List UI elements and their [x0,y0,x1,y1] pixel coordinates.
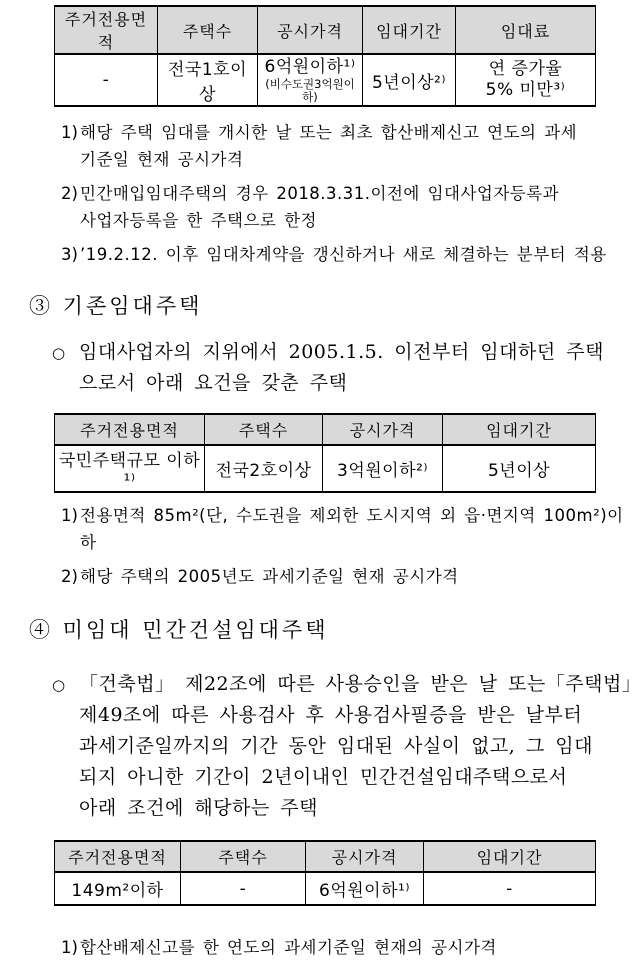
col-header-price: 공시가격 [258,6,363,54]
table-row [55,54,596,106]
bullet-line: 임대사업자의 지위에서 2005.1.5. 이전부터 임대하던 주택 [79,341,604,363]
section4-bullet [52,669,641,824]
footnote-text: 전용면적 85m²(단, 수도권을 제외한 도시지역 외 읍·면지역 100m²)이하 [80,506,624,552]
table-header-row [55,414,596,445]
cell-count: 전국2호이상 [205,445,323,492]
col-header-count: 주택수 [205,414,323,445]
cell-price: 3억원이하²⁾ [323,445,443,492]
footnote-line: 민간매입임대주택의 경우 2018.3.31.이전에 임대사업자등록과 [80,184,560,203]
cell-rent [456,54,596,106]
cell-period: 5년이상²⁾ [363,54,456,106]
col-header-period: 임대기간 [424,841,596,872]
footnote-marker: 2) [61,184,78,203]
cell-period: 5년이상 [443,445,596,492]
footnote-1 [61,502,634,556]
existing-rental-table [54,413,596,493]
bullet-line: 으로서 아래 요건을 갖춘 주택 [79,372,348,394]
footnote-3 [61,241,634,268]
section3-table-footnotes [61,502,634,590]
cell-area: 국민주택규모 이하¹⁾ [55,445,205,492]
cell-price-main: 6억원이하¹⁾ [264,56,356,77]
bullet-line: 아래 조건에 해당하는 주택 [79,797,319,819]
col-header-count: 주택수 [158,6,258,54]
table-row [55,872,596,905]
cell-price-sub: (비수도권3억원이하) [265,76,355,104]
bullet-line: 되지 아니한 기간이 2년이내인 민간건설임대주택으로서 [79,766,568,788]
footnote-1 [61,119,634,173]
cell-area: - [55,54,158,106]
footnote-1 [61,934,634,961]
footnote-text: 해당 주택의 2005년도 과세기준일 현재 공시가격 [80,567,459,586]
footnote-text [80,241,607,268]
cell-area: 149m²이하 [55,872,181,905]
table-row [55,445,596,492]
rental-requirements-table-1 [54,5,596,107]
bullet-line: 과세기준일까지의 기간 동안 임대된 사실이 없고, 그 임대 [79,735,593,757]
unrented-construction-rental-table [54,840,596,906]
footnote-text [80,119,577,173]
footnote-marker: 1) [61,506,78,525]
col-header-area: 주거전용면적 [55,414,205,445]
circle-bullet-icon: ○ [52,676,66,694]
footnote-2 [61,563,634,590]
footnote-text [80,180,559,234]
bullet-line: 제49조에 따른 사용검사 후 사용검사필증을 받은 날부터 [79,704,583,726]
col-header-price: 공시가격 [306,841,424,872]
cell-price [258,54,363,106]
col-header-area: 주거전용면적 [55,6,158,54]
document-page [0,5,641,957]
table-header-row [55,6,596,54]
cell-rent-line1: 연 증가율 [488,59,563,79]
section3-bullet-text [79,337,604,399]
footnote-marker: 3) [61,245,78,264]
table1-footnotes [61,119,634,268]
footnote-line: 사업자등록을 한 주택으로 한정 [80,211,317,230]
footnote-2 [61,180,634,234]
footnote-marker: 2) [61,567,78,586]
col-header-rent: 임대료 [456,6,596,54]
col-header-count: 주택수 [181,841,306,872]
footnote-marker: 1) [61,938,78,957]
section4-table-footnotes [61,934,634,961]
footnote-line: 해당 주택 임대를 개시한 날 또는 최초 합산배제신고 연도의 과세 [80,123,578,142]
footnote-line: 기준일 현재 공시가격 [80,150,244,169]
section3-bullet [52,337,634,399]
col-header-period: 임대기간 [363,6,456,54]
footnote-line: ’19.2.12. 이후 임대차계약을 갱신하거나 새로 체결하는 분부터 적용 [80,245,607,264]
circle-bullet-icon: ○ [52,344,66,362]
col-header-price: 공시가격 [323,414,443,445]
col-header-period: 임대기간 [443,414,596,445]
section4-bullet-text [79,669,641,824]
cell-count: 전국1호이상 [158,54,258,106]
cell-price: 6억원이하¹⁾ [306,872,424,905]
table-header-row [55,841,596,872]
cell-count: - [181,872,306,905]
section3-heading: ③ 기존임대주택 [29,294,203,318]
bullet-line: 「건축법」 제22조에 따른 사용승인을 받은 날 또는「주택법」 [79,673,641,695]
col-header-area: 주거전용면적 [55,841,181,872]
cell-period: - [424,872,596,905]
cell-rent-line2: 5% 미만³⁾ [485,80,566,100]
footnote-marker: 1) [61,123,78,142]
section4-heading: ④ 미임대 민간건설임대주택 [29,618,329,642]
footnote-text: 합산배제신고를 한 연도의 과세기준일 현재의 공시가격 [80,938,497,957]
